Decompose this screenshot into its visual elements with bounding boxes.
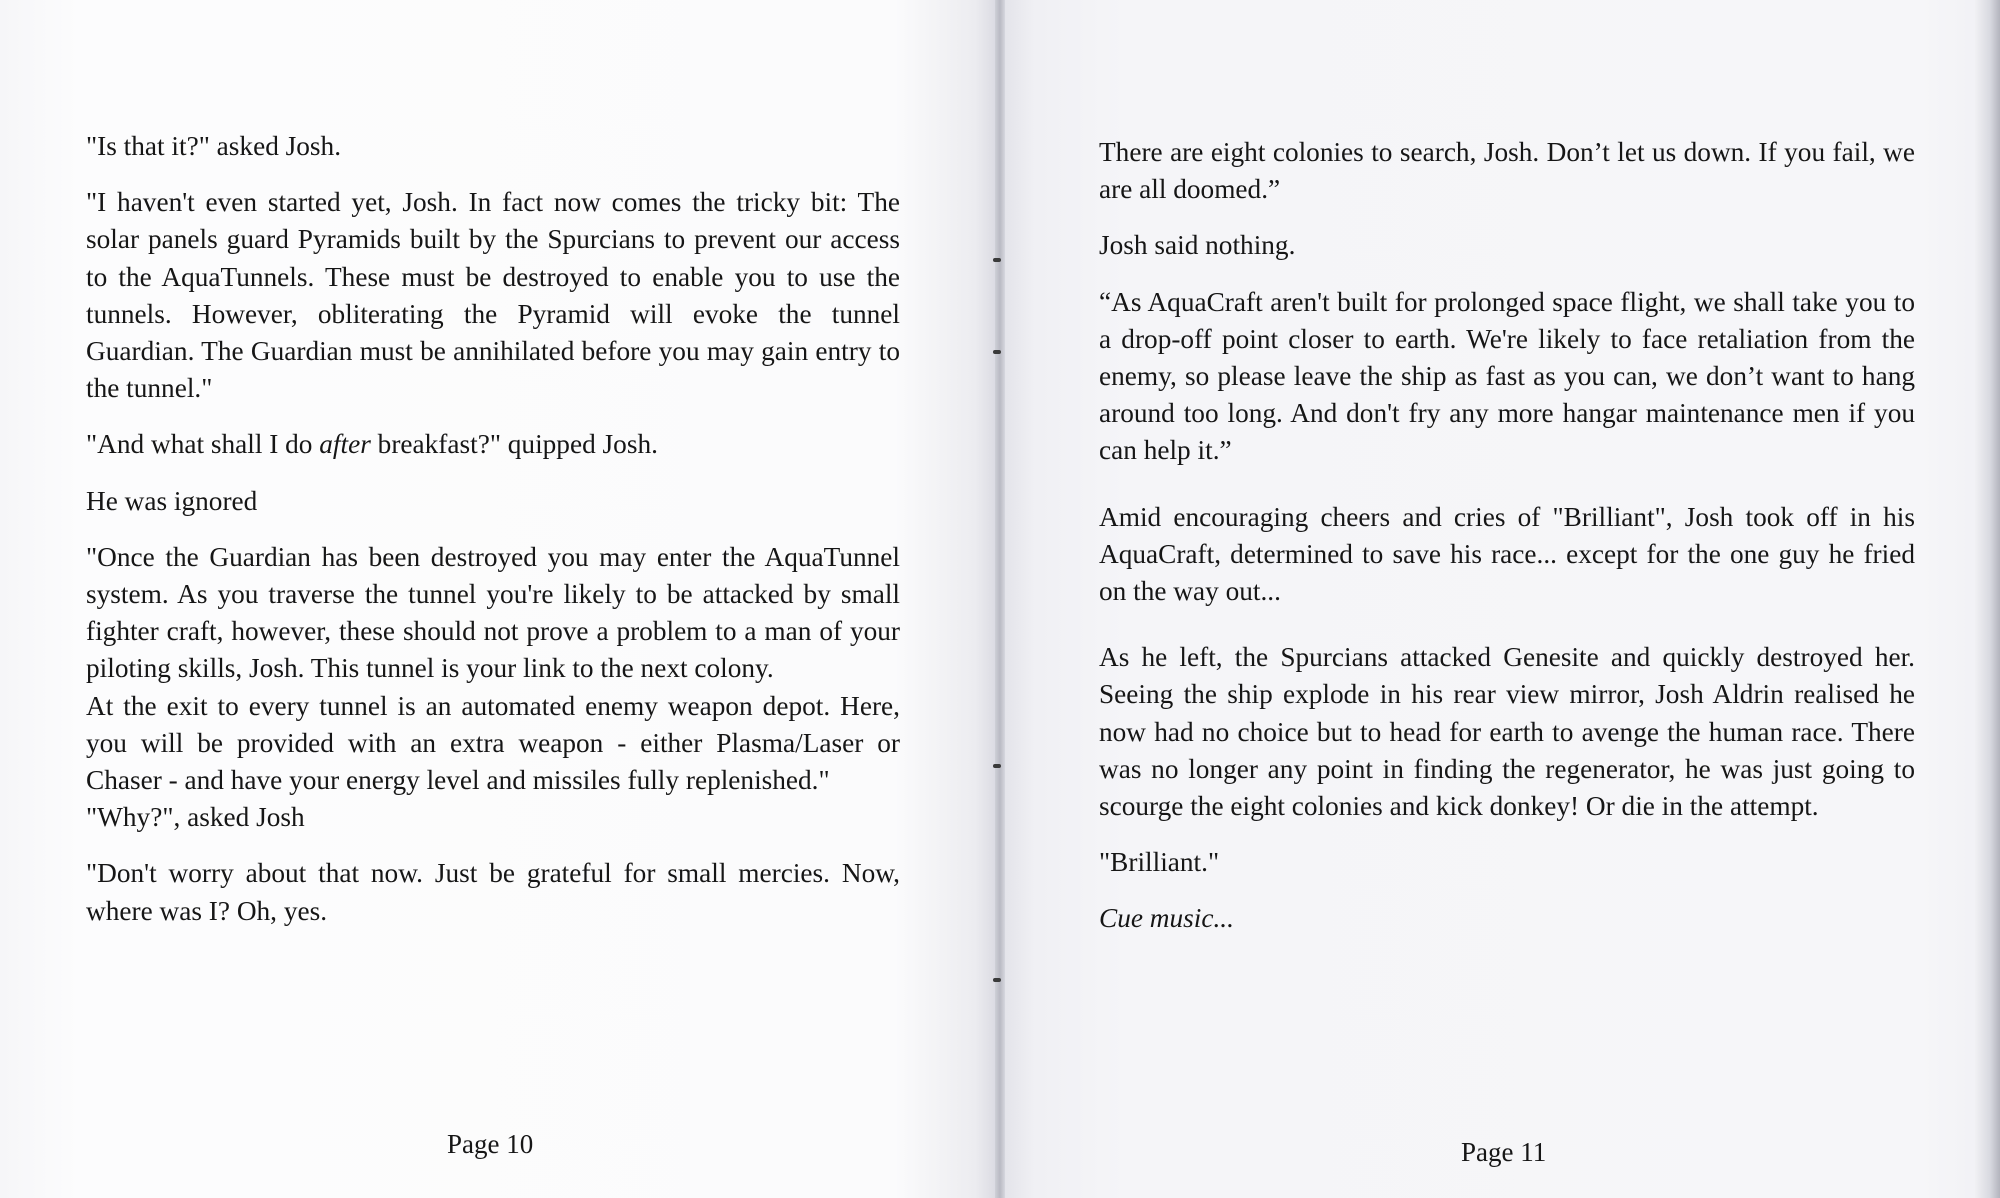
paragraph: Cue music... [1099,903,1234,934]
staple [993,764,1001,768]
paragraph: "Why?", asked Josh [86,802,305,833]
paragraph: Josh said nothing. [1099,230,1296,261]
paragraph: "Is that it?" asked Josh. [86,131,342,161]
paragraph-text: breakfast?" quipped Josh. [370,429,658,460]
page-edge [1975,0,2000,1198]
paragraph: There are eight colonies to search, Josh. Don’t let us down. If you fail, we are all doomed.” [1099,137,1915,205]
paragraph-text: "And what shall I do [86,429,320,460]
paragraph [86,426,900,463]
paragraph: “As AquaCraft aren't built for prolonged space flight, we shall take you to a drop-off point closer to earth. We're likely to face retaliation from the enemy, so please leave the ship as fast as you can, we don’t want to hang around too long. And don't fry any more hangar maintenance men if you can help it.” [1099,286,1915,466]
staple [993,350,1001,354]
binding-gutter [995,0,1005,1198]
page-number: Page 10 [447,1129,534,1159]
right-page-body [1099,134,1915,938]
paragraph: "Brilliant." [1099,847,1220,878]
paragraph: He was ignored [86,485,258,516]
staple [993,978,1001,982]
paragraph: As he left, the Spurcians attacked Genesite and quickly destroyed her. Seeing the ship explode in his rear view mirror, Josh Aldrin realised he now had no choice but to head for earth to avenge the human race. There was no longer any point in finding the regenerator, he was just going to scourge the eight colonies and kick donkey! Or die in the attempt. [1099,642,1915,822]
left-page-body [86,128,900,930]
staple [993,258,1001,262]
emphasis-text: after [319,429,371,460]
paragraph: "I haven't even started yet, Josh. In fact now comes the tricky bit: The solar panels guard Pyramids built by the Spurcians to prevent our access to the AquaTunnels. These must be destroyed to enable you to use the tunnels. However, obliterating the Pyramid will evoke the tunnel Guardian. The Guardian must be annihilated before you may gain entry to the tunnel." [86,187,900,404]
left-page [0,0,995,1198]
paragraph: Amid encouraging cheers and cries of "Brilliant", Josh took off in his AquaCraft, determined to save his race... except for the one guy he fried on the way out... [1099,501,1915,607]
page-number: Page 11 [1461,1137,1547,1167]
paragraph: "Once the Guardian has been destroyed you may enter the AquaTunnel system. As you traverse the tunnel you're likely to be attacked by small fighter craft, however, these should not prove a problem to a man of your piloting skills, Josh. This tunnel is your link to the next colony. [86,541,900,684]
paragraph: At the exit to every tunnel is an automated enemy weapon depot. Here, you will be provided with an extra weapon - either Plasma/Laser or Chaser - and have your energy level and missiles fully replenished." [86,690,900,796]
paragraph: "Don't worry about that now. Just be grateful for small mercies. Now, where was I? Oh, yes. [86,858,900,926]
